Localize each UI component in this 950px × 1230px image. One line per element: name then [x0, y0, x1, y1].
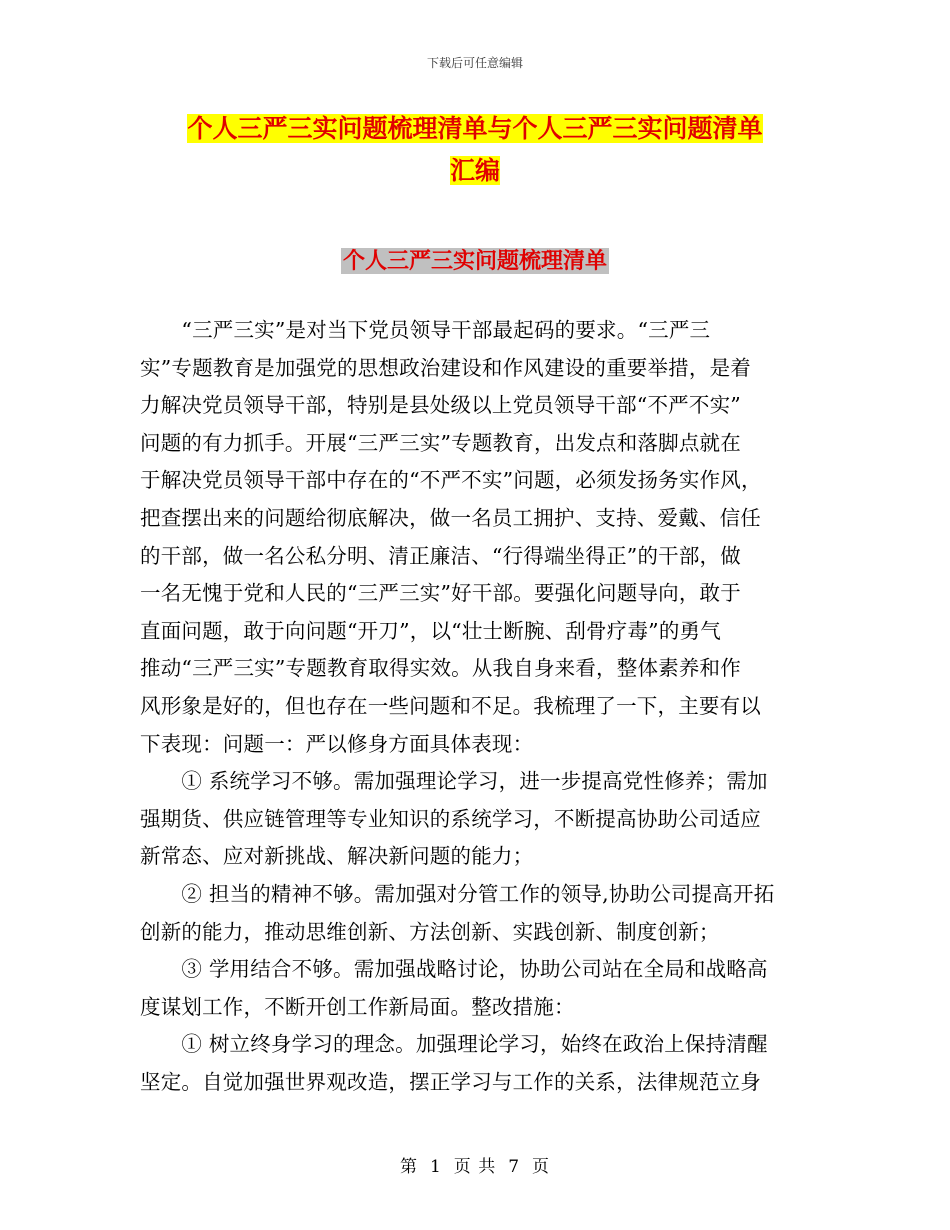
body-line: 的干部，做一名公私分明、清正廉洁、“行得端坐得正”的干部，做: [140, 543, 741, 568]
title-line-1: 个人三严三实问题梳理清单与个人三严三实问题清单: [187, 114, 763, 143]
body-line: 实”专题教育是加强党的思想政治建设和作风建设的重要举措，是着: [140, 355, 751, 380]
footer-prefix: 第: [399, 1157, 418, 1177]
footer-page-number: 1: [429, 1157, 442, 1177]
body-line: 力解决党员领导干部，特别是县处级以上党员领导干部“不严不实”: [140, 393, 741, 418]
title-line-2: 汇编: [449, 156, 500, 185]
body-line: 风形象是好的，但也存在一些问题和不足。我梳理了一下，主要有以: [140, 693, 761, 718]
header-note: 下载后可任意编辑: [426, 56, 523, 70]
body-line: ③ 学用结合不够。需加强战略讨论，协助公司站在全局和战略高: [140, 957, 768, 982]
footer-total-pages: 7: [508, 1157, 521, 1177]
document-title: [140, 108, 810, 192]
body-line: 创新的能力，推动思维创新、方法创新、实践创新、制度创新；: [140, 919, 720, 944]
body-line: 直面问题，敢于向问题“开刀”，以“壮士断腕、刮骨疗毒”的勇气: [140, 618, 721, 643]
body-line: ② 担当的精神不够。需加强对分管工作的领导,协助公司提高开拓: [140, 881, 775, 906]
body-line: 坚定。自觉加强世界观改造，摆正学习与工作的关系，法律规范立身: [140, 1069, 761, 1094]
section-title-text: 个人三严三实问题梳理清单: [342, 248, 607, 274]
body-line: 强期货、供应链管理等专业知识的系统学习，不断提高协助公司适应: [140, 806, 761, 831]
footer-suffix: 页: [532, 1157, 551, 1177]
footer-middle: 页 共: [453, 1157, 497, 1177]
body-line: 推动“三严三实”专题教育取得实效。从我自身来看，整体素养和作: [140, 656, 741, 681]
body-line: 新常态、应对新挑战、解决新问题的能力；: [140, 844, 534, 869]
body-line: 度谋划工作，不断开创工作新局面。整改措施：: [140, 994, 575, 1019]
body-line: “三严三实”是对当下党员领导干部最起码的要求。“三严三: [140, 318, 711, 342]
section-title: [140, 243, 810, 279]
body-line: 一名无愧于党和人民的“三严三实”好干部。要强化问题导向，敢于: [140, 581, 741, 606]
body-line: 把查摆出来的问题给彻底解决，做一名员工拥护、支持、爱戴、信任: [140, 505, 761, 530]
body-line: ① 树立终身学习的理念。加强理论学习，始终在政治上保持清醒: [140, 1032, 768, 1057]
body-line: 下表现：问题一：严以修身方面具体表现：: [140, 731, 534, 756]
body-line: 问题的有力抓手。开展“三严三实”专题教育，出发点和落脚点就在: [140, 430, 741, 455]
body-line: ① 系统学习不够。需加强理论学习，进一步提高党性修养；需加: [140, 769, 768, 794]
page-footer: [0, 1152, 950, 1177]
body-line: 于解决党员领导干部中存在的“不严不实”问题，必须发扬务实作风，: [140, 468, 762, 493]
body-text: [140, 312, 812, 1101]
